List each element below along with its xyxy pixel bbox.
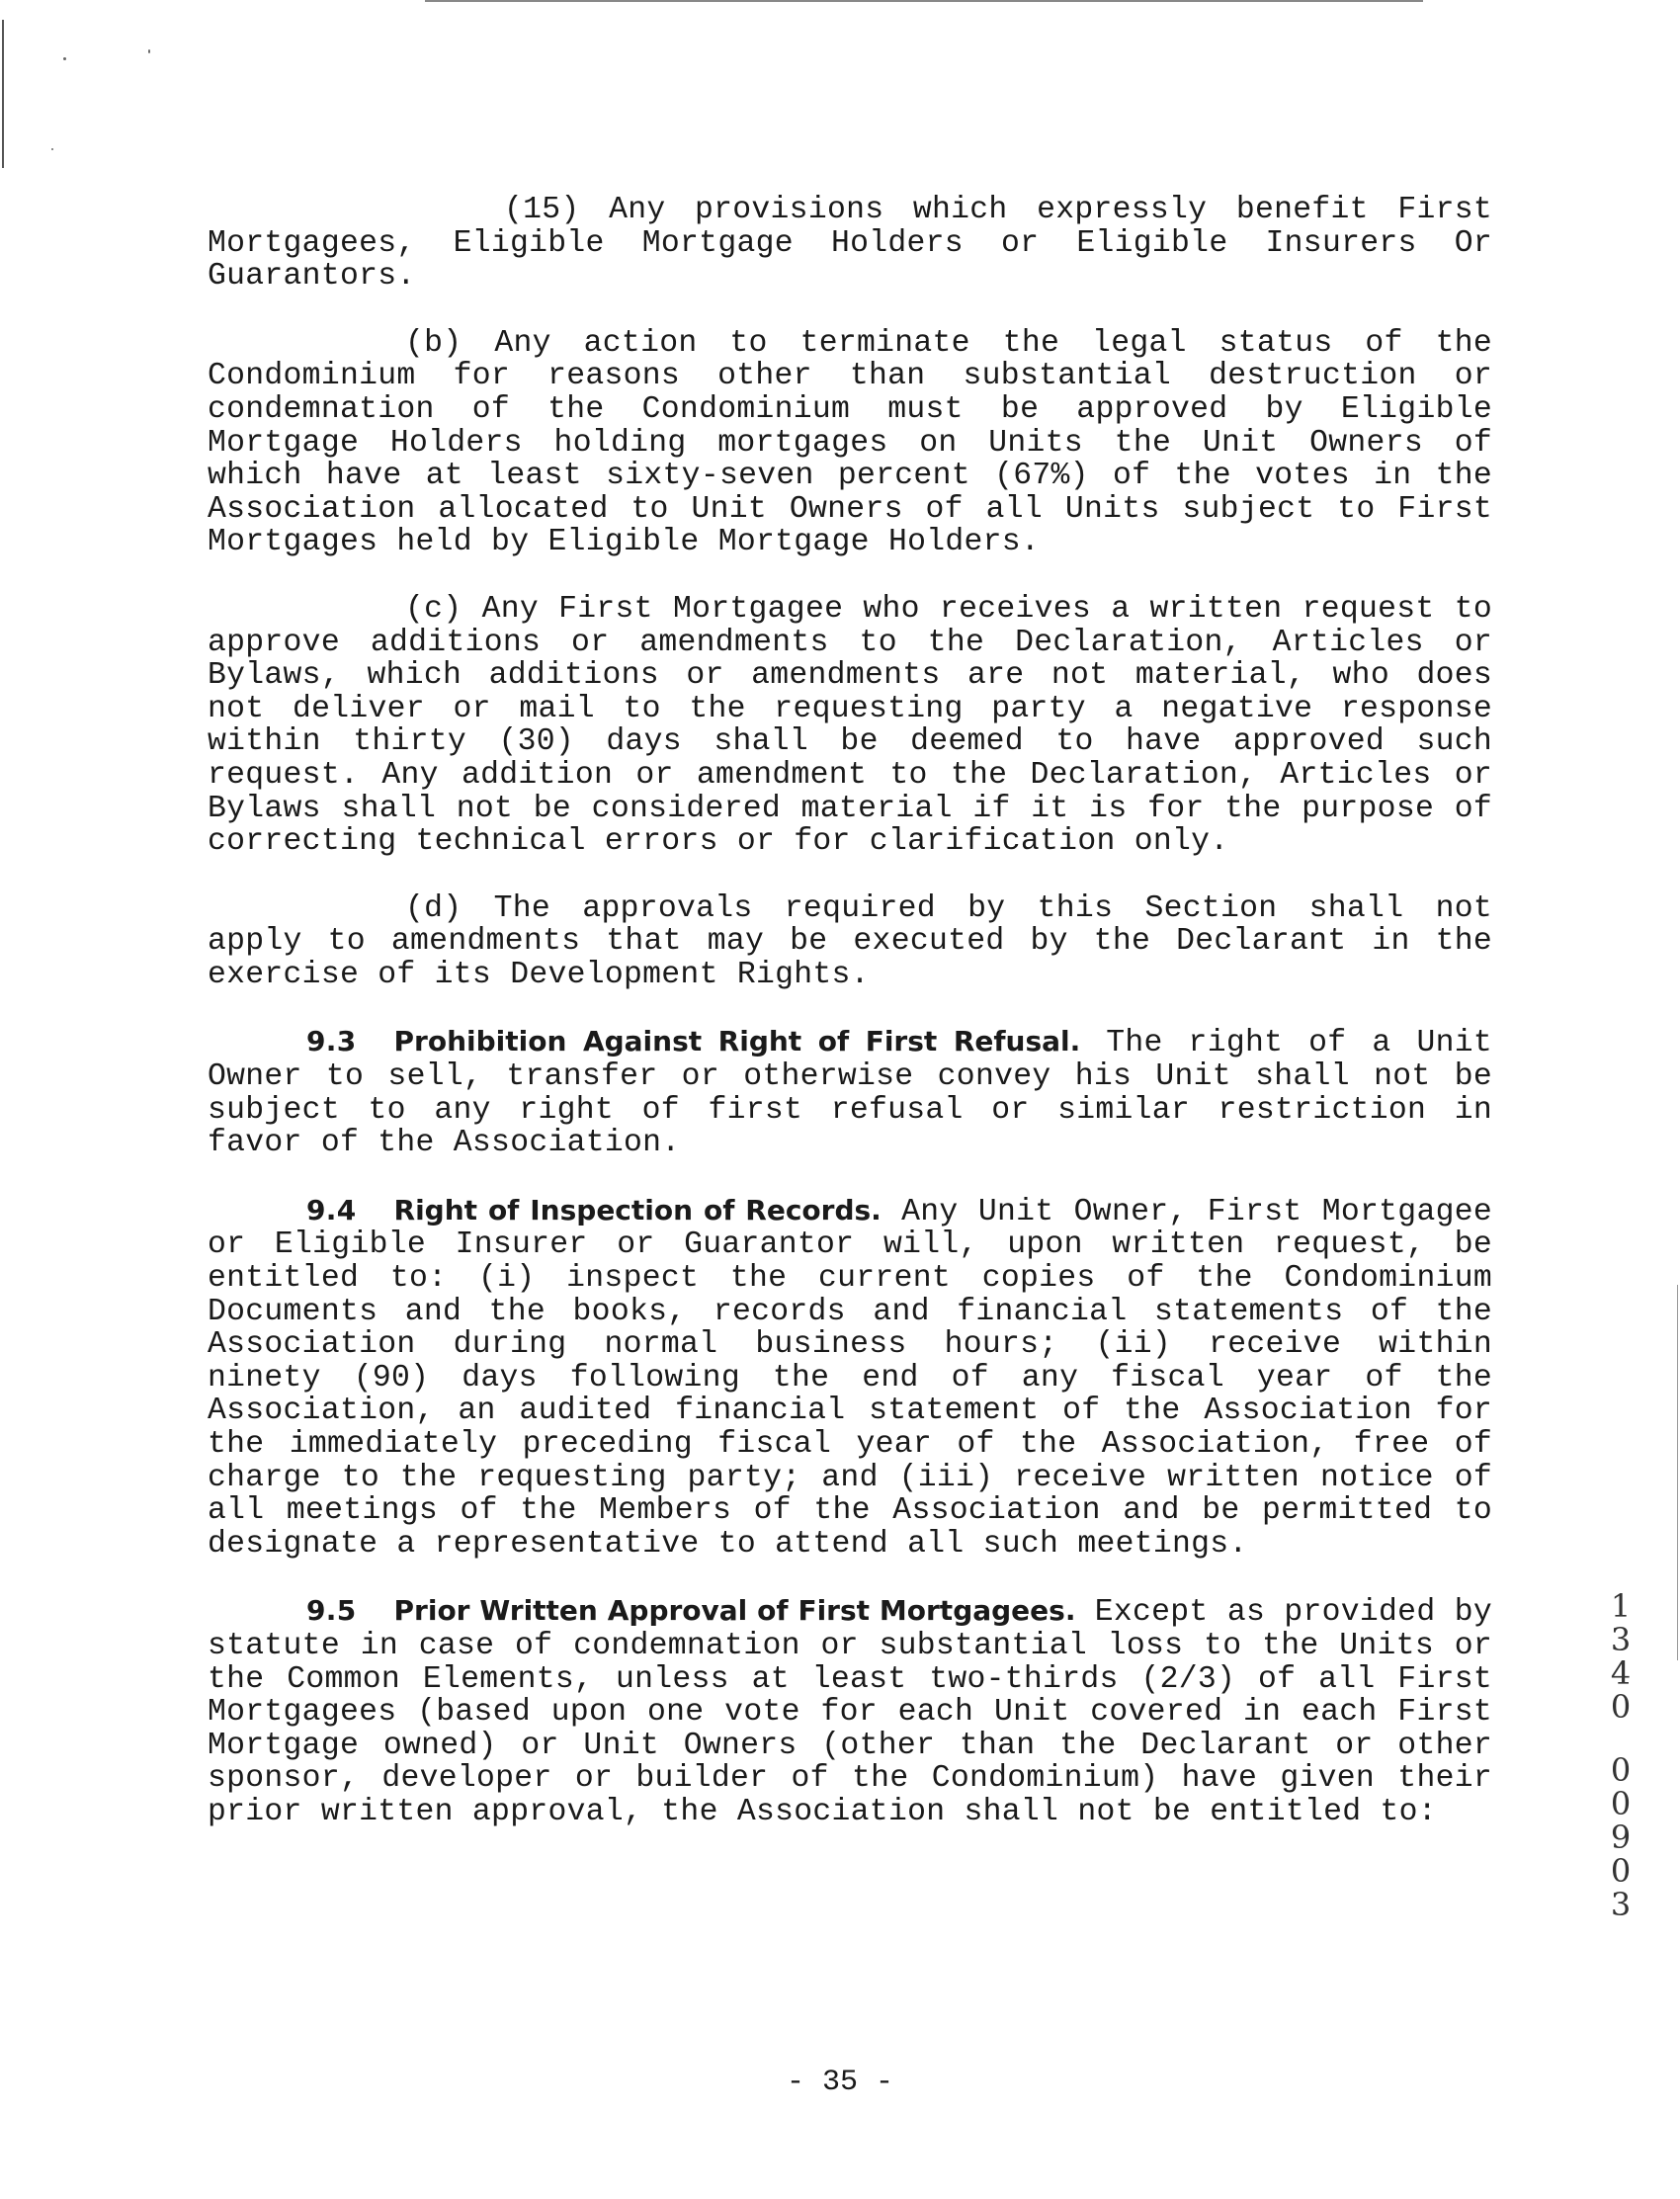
- section-text: Any Unit Owner, First Mortgagee or Eligible Insurer or Guarantor will, upon written request, be entitled to: (i) inspect the current copies of the Condominium Documents and the books, records and financial statements of the Association during normal business hours; (ii) receive within ninety (90) days following the end of any fiscal year of the Association, an audited financial statement of the Association for the immediately preceding fiscal year of the Association, free of charge to the requesting party; and (iii) receive written notice of all meetings of the Members of the Association and be permitted to designate a representative to attend all such meetings.: [208, 1194, 1492, 1562]
- section-text: The right of a Unit Owner to sell, transfer or otherwise convey his Unit shall not be subject to any right of first refusal or similar restriction in favor of the Association.: [208, 1026, 1492, 1161]
- section-9-5: [208, 1594, 1492, 1828]
- section-number: 9.5: [306, 1594, 357, 1628]
- section-heading: Right of Inspection of Records.: [393, 1193, 882, 1226]
- page-number: - 35 -: [786, 2066, 894, 2099]
- stamp-digit: 0: [1610, 1785, 1632, 1822]
- stamp-digit: 3: [1610, 1621, 1632, 1658]
- section-text: Except as provided by statute in case of condemnation or substantial loss to the Units or the Common Elements, unless at least two-thirds (2/3) of all First Mortgagees (based upon one vote for each Unit covered in each First Mortgage owned) or Unit Owners (other than the Declarant or other sponsor, developer or builder of the Condominium) have given their prior written approval, the Association shall not be entitled to:: [208, 1595, 1492, 1829]
- scan-top-rule: [425, 0, 1423, 2]
- stamp-digit: 1: [1610, 1587, 1632, 1625]
- section-heading: Prohibition Against Right of First Refusal.: [393, 1025, 1081, 1058]
- section-9-3: [208, 1025, 1492, 1159]
- stamp-digit: 9: [1610, 1818, 1632, 1856]
- scan-right-edge: [1677, 1285, 1678, 1660]
- scan-speck: [51, 148, 53, 150]
- paragraph-15: (15) Any provisions which expressly benefit First Mortgagees, Eligible Mortgage Holders or Eligible Insurers Or Guarantors.: [208, 193, 1492, 295]
- stamp-digit: 0: [1610, 1852, 1632, 1890]
- stamp-digit: 4: [1610, 1654, 1632, 1692]
- paragraph-c: (c) Any First Mortgagee who receives a written request to approve additions or amendments to the Declaration, Articles or Bylaws, which additions or amendments are not material, who does not deliver or mail to the requesting party a negative response within thirty (30) days shall be deemed to have approved such request. Any addition or amendment to the Declaration, Articles or Bylaws shall not be considered material if it is for the purpose of correcting technical errors or for clarification only.: [208, 591, 1492, 860]
- document-body: [208, 194, 1492, 1863]
- scan-left-edge: [2, 20, 4, 168]
- recording-stamp: [1601, 1589, 1640, 1921]
- stamp-digit: 0: [1610, 1751, 1632, 1789]
- section-9-4: [208, 1194, 1492, 1562]
- section-number: 9.4: [306, 1193, 357, 1226]
- section-heading: Prior Written Approval of First Mortgagees.: [393, 1594, 1076, 1628]
- stamp-digit: 0: [1610, 1688, 1632, 1726]
- scan-speck: [148, 49, 150, 53]
- paragraph-d: (d) The approvals required by this Section shall not apply to amendments that may be executed by the Declarant in the exercise of its Development Rights.: [208, 890, 1492, 992]
- stamp-digit: 3: [1610, 1886, 1632, 1923]
- scan-speck: [63, 57, 66, 60]
- paragraph-b: (b) Any action to terminate the legal status of the Condominium for reasons other than substantial destruction or condemnation of the Condominium must be approved by Eligible Mortgage Holders holding mortgages on Units the Unit Owners of which have at least sixty-seven percent (67%) of the votes in the Association allocated to Unit Owners of all Units subject to First Mortgages held by Eligible Mortgage Holders.: [208, 325, 1492, 560]
- section-number: 9.3: [306, 1025, 357, 1058]
